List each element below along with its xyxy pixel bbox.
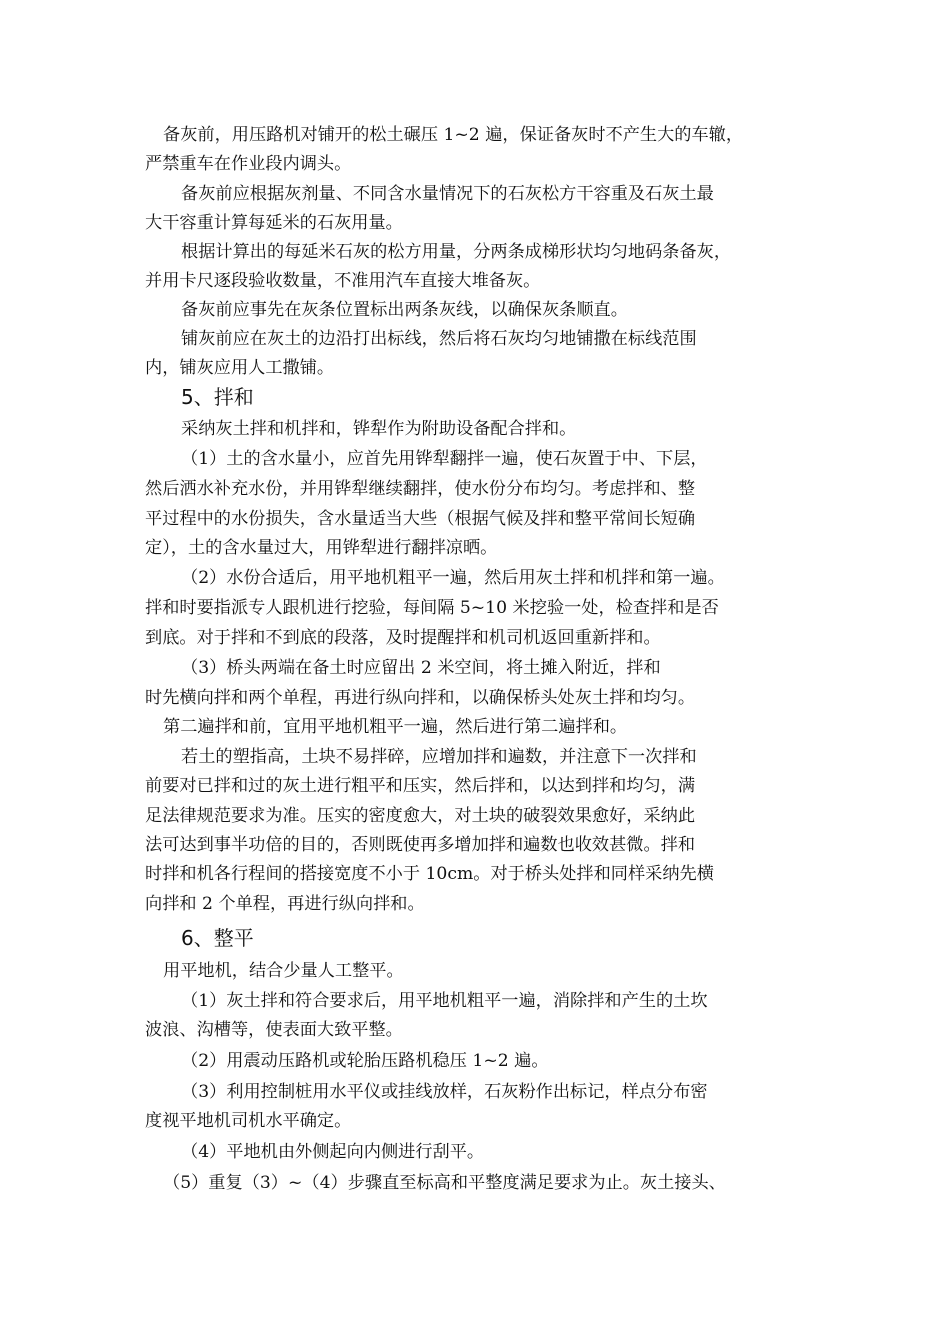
text-line: 大干容重计算每延米的石灰用量。 [145, 213, 403, 233]
text-line: 定），土的含水量过大，用铧犁进行翻拌凉晒。 [145, 538, 498, 558]
text-line: 前要对已拌和过的灰土进行粗平和压实，然后拌和，以达到拌和均匀，满 [145, 776, 696, 796]
text-line: 用平地机，结合少量人工整平。 [163, 961, 404, 981]
text-line: 若土的塑指高，土块不易拌碎，应增加拌和遍数，并注意下一次拌和 [181, 747, 697, 767]
text-line: 法可达到事半功倍的目的，否则既使再多增加拌和遍数也收效甚微。拌和 [145, 835, 696, 855]
text-line: 备灰前，用压路机对铺开的松土碾压 1~2 遍，保证备灰时不产生大的车辙， [163, 125, 744, 145]
text-line: 到底。对于拌和不到底的段落，及时提醒拌和机司机返回重新拌和。 [145, 628, 661, 648]
text-line: 内，铺灰应用人工撒铺。 [145, 358, 335, 378]
text-line: （2）水份合适后，用平地机粗平一遍，然后用灰土拌和机拌和第一遍。 [181, 568, 725, 588]
text-line: 向拌和 2 个单程，再进行纵向拌和。 [145, 894, 425, 914]
section-heading: 6、整平 [181, 926, 254, 950]
text-line: 足法律规范要求为准。压实的密度愈大，对土块的破裂效果愈好，采纳此 [145, 806, 696, 826]
text-line: （5）重复（3）~（4）步骤直至标高和平整度满足要求为止。灰土接头、 [163, 1173, 726, 1193]
text-line: 采纳灰土拌和机拌和，铧犁作为附助设备配合拌和。 [181, 419, 577, 439]
text-line: （1）灰土拌和符合要求后，用平地机粗平一遍，消除拌和产生的土坎 [181, 991, 708, 1011]
text-line: 平过程中的水份损失，含水量适当大些（根据气候及拌和整平常间长短确 [145, 509, 696, 529]
text-line: 第二遍拌和前，宜用平地机粗平一遍，然后进行第二遍拌和。 [163, 717, 628, 737]
text-line: （1）土的含水量小，应首先用铧犁翻拌一遍，使石灰置于中、下层， [181, 449, 708, 469]
text-line: 度视平地机司机水平确定。 [145, 1111, 352, 1131]
text-line: 根据计算出的每延米石灰的松方用量，分两条成梯形状均匀地码条备灰， [181, 242, 732, 262]
text-line: 波浪、沟槽等，使表面大致平整。 [145, 1020, 403, 1040]
text-line: 严禁重车在作业段内调头。 [145, 154, 352, 174]
text-line: 备灰前应事先在灰条位置标出两条灰线，以确保灰条顺直。 [181, 300, 628, 320]
section-heading: 5、拌和 [181, 385, 254, 409]
text-line: （3）桥头两端在备土时应留出 2 米空间，将土摊入附近，拌和 [181, 658, 661, 678]
text-line: 备灰前应根据灰剂量、不同含水量情况下的石灰松方干容重及石灰土最 [181, 184, 714, 204]
text-line: （3）利用控制桩用水平仪或挂线放样，石灰粉作出标记，样点分布密 [181, 1082, 708, 1102]
text-line: 并用卡尺逐段验收数量，不准用汽车直接大堆备灰。 [145, 271, 541, 291]
text-line: （4）平地机由外侧起向内侧进行刮平。 [181, 1142, 485, 1162]
text-line: 时先横向拌和两个单程，再进行纵向拌和，以确保桥头处灰土拌和均匀。 [145, 688, 696, 708]
text-line: 然后洒水补充水份，并用铧犁继续翻拌，使水份分布均匀。考虑拌和、整 [145, 479, 696, 499]
text-line: 铺灰前应在灰土的边沿打出标线，然后将石灰均匀地铺撒在标线范围 [181, 329, 697, 349]
text-line: 拌和时要指派专人跟机进行挖验，每间隔 5~10 米挖验一处，检查拌和是否 [145, 598, 719, 618]
text-line: 时拌和机各行程间的搭接宽度不小于 10cm。对于桥头处拌和同样采纳先横 [145, 864, 714, 884]
text-line: （2）用震动压路机或轮胎压路机稳压 1~2 遍。 [181, 1051, 549, 1071]
